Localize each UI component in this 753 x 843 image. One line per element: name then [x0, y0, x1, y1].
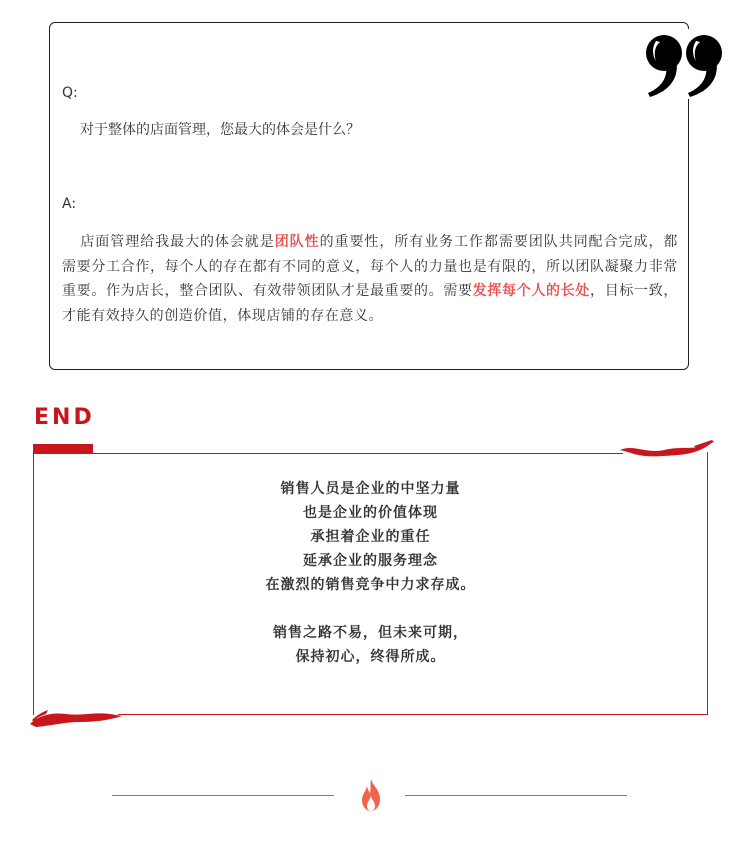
end-line: 延承企业的服务理念 [303, 553, 438, 569]
answer-part-3: ，目标一致，才能有效持久的创造价值，体现店铺的存在意义。 [62, 283, 678, 324]
footer-divider-left [112, 795, 334, 796]
closing-quote-icon [636, 29, 731, 99]
question-text: 对于整体的店面管理，您最大的体会是什么？ [80, 122, 360, 138]
ribbon-bottom-left-icon [28, 706, 123, 728]
end-message [34, 477, 707, 669]
end-line: 销售人员是企业的中坚力量 [280, 481, 461, 497]
answer-highlight-teamwork: 团队性 [274, 234, 320, 250]
end-spacer [34, 597, 707, 621]
answer-highlight-strengths: 发挥每个人的长处 [472, 283, 591, 299]
answer-text [62, 230, 678, 328]
end-box-top-border [93, 453, 623, 454]
end-line: 在激烈的销售竞争中力求存成。 [265, 577, 476, 593]
flame-icon [358, 778, 384, 812]
end-closing-line: 保持初心，终得所成。 [295, 649, 446, 665]
footer-divider-right [405, 795, 627, 796]
end-accent-bar [33, 444, 93, 454]
end-line: 承担着企业的重任 [310, 529, 431, 545]
end-title: END [34, 405, 95, 430]
answer-part-2: 的重要性，所有业务工作都需要团队共同配合完成，都需要分工合作，每个人的存在都有不同的意义，每个人的力量也是有限的，所以团队凝聚力非常重要。作为店长，整合团队、有效带领团队才是最重要的。需要 [62, 234, 678, 299]
answer-label: A: [62, 196, 77, 212]
end-box-right-border [707, 452, 708, 715]
ribbon-top-right-icon [620, 438, 715, 460]
qa-card [49, 22, 689, 370]
end-line: 也是企业的价值体现 [303, 505, 438, 521]
question-label: Q: [62, 85, 78, 101]
end-closing-line: 销售之路不易，但未来可期， [273, 625, 468, 641]
end-box-bottom-border [118, 714, 708, 715]
answer-part-1: 店面管理给我最大的体会就是 [80, 234, 275, 250]
